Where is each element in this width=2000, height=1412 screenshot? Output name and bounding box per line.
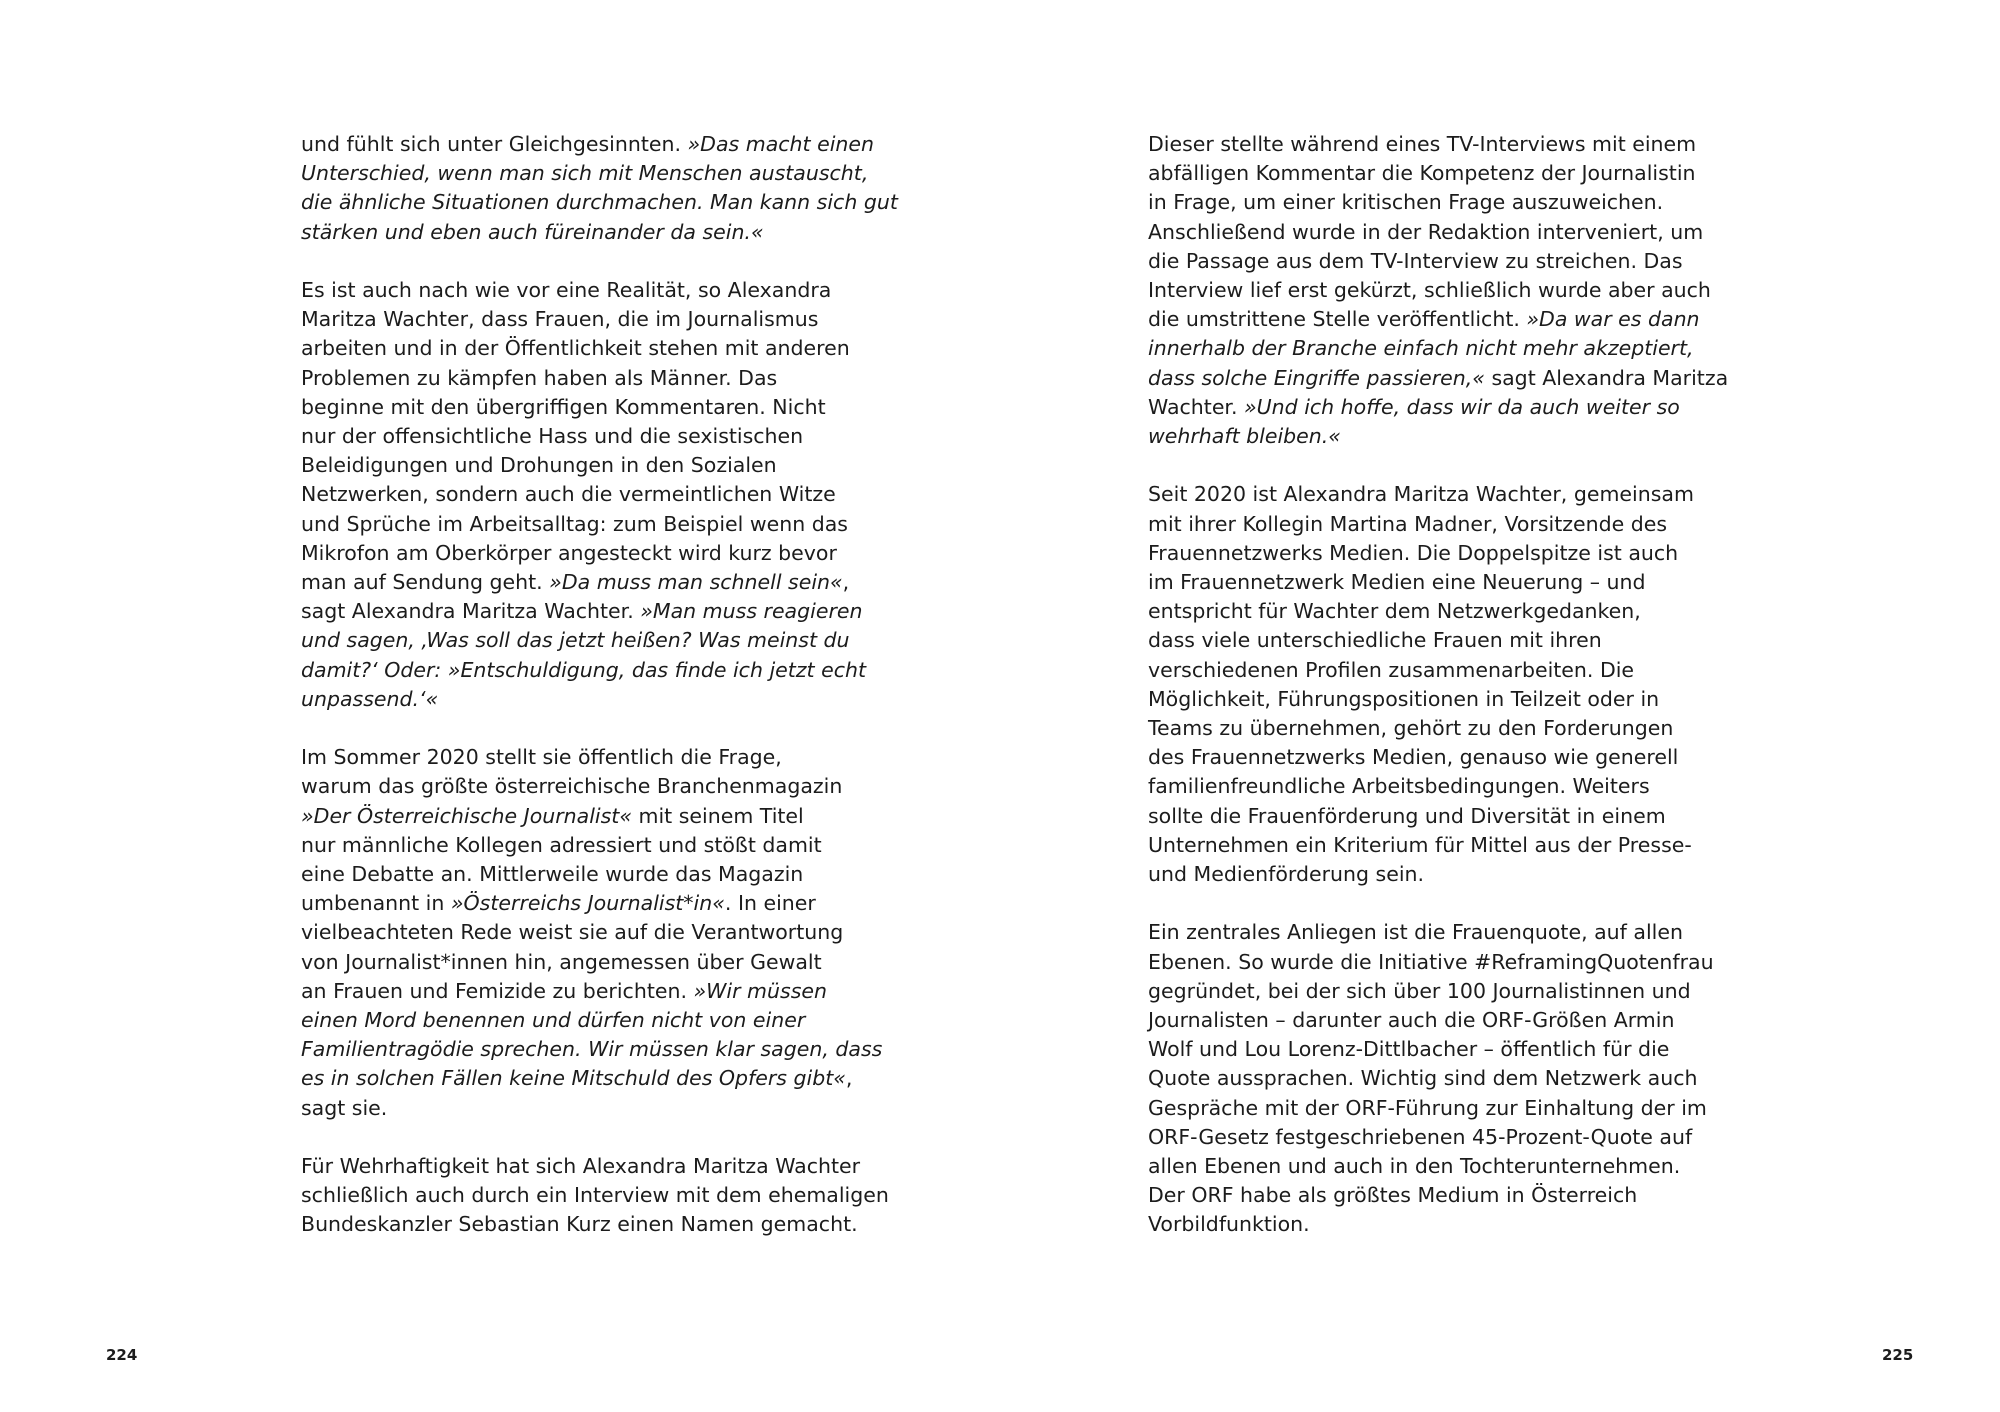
left-page-body [301,130,901,1269]
text-line [1148,860,1748,889]
text-segment: vielbeachteten Rede weist sie auf die Verantwortung [301,920,844,945]
text-segment: sagt Alexandra Maritza Wachter. [301,599,641,624]
text-segment: Ebenen. So wurde die Initiative #ReframingQuotenfrau [1148,949,1714,974]
text-segment: schließlich auch durch ein Interview mit dem ehemaligen [301,1183,889,1208]
text-line [301,1152,901,1181]
text-line [301,626,901,655]
quote-segment: »Der Österreichische Journalist« [301,803,632,828]
text-line [1148,948,1748,977]
text-line [1148,1094,1748,1123]
text-segment: mit ihrer Kollegin Martina Madner, Vorsitzende des [1148,511,1668,536]
text-segment: des Frauennetzwerks Medien, genauso wie generell [1148,745,1679,770]
text-segment: Beleidigungen und Drohungen in den Sozialen [301,453,777,478]
quote-segment: »Wir müssen [693,978,827,1003]
text-line [1148,1006,1748,1035]
text-line [1148,802,1748,831]
text-line [1148,743,1748,772]
text-segment: in Frage, um einer kritischen Frage auszuweichen. [1148,190,1664,215]
text-segment: Journalisten – darunter auch die ORF-Größen Armin [1148,1008,1675,1033]
text-segment: Wolf und Lou Lorenz-Dittlbacher – öffentlich für die [1148,1037,1670,1062]
text-line [1148,393,1748,422]
text-segment: allen Ebenen und auch in den Tochterunternehmen. [1148,1154,1681,1179]
text-segment: eine Debatte an. Mittlerweile wurde das Magazin [301,862,804,887]
paragraph [1148,480,1748,889]
quote-segment: und sagen, ‚Was soll das jetzt heißen? Was meinst du [301,628,850,653]
text-line [301,743,901,772]
text-line [1148,1181,1748,1210]
text-line [1148,480,1748,509]
text-segment: Bundeskanzler Sebastian Kurz einen Namen gemacht. [301,1212,858,1237]
quote-segment: Familientragödie sprechen. Wir müssen klar sagen, dass [301,1037,883,1062]
quote-segment: »Und ich hoffe, dass wir da auch weiter so [1244,394,1680,419]
quote-segment: die ähnliche Situationen durchmachen. Man kann sich gut [301,190,898,215]
text-line [301,1035,901,1064]
text-segment: Möglichkeit, Führungspositionen in Teilzeit oder in [1148,686,1660,711]
text-line [301,188,901,217]
text-line [301,1210,901,1239]
text-line [301,130,901,159]
quote-segment: »Das macht einen [687,132,874,156]
text-line [301,510,901,539]
text-line [1148,626,1748,655]
text-segment: , [842,570,850,595]
page-number-right: 225 [1882,1346,1914,1364]
text-segment: mit seinem Titel [631,803,804,828]
text-segment: verschiedenen Profilen zusammenarbeiten. Die [1148,657,1635,682]
quote-segment: stärken und eben auch füreinander da sein.« [301,219,764,244]
text-line [1148,1123,1748,1152]
text-line [301,685,901,714]
quote-segment: »Man muss reagieren [640,599,863,624]
paragraph [301,130,901,247]
text-line [301,480,901,509]
text-line [1148,772,1748,801]
text-segment: ORF-Gesetz festgeschriebenen 45-Prozent-Quote auf [1148,1124,1693,1149]
text-segment: Problemen zu kämpfen haben als Männer. Das [301,365,778,390]
text-line [1148,130,1748,159]
text-segment: nur männliche Kollegen adressiert und stößt damit [301,832,822,857]
text-segment: und Sprüche im Arbeitsalltag: zum Beispiel wenn das [301,511,848,536]
text-line [1148,1210,1748,1239]
text-segment: Seit 2020 ist Alexandra Maritza Wachter, gemeinsam [1148,482,1694,507]
text-line [301,218,901,247]
text-segment: Es ist auch nach wie vor eine Realität, so Alexandra [301,278,832,302]
text-line [301,159,901,188]
text-line [301,451,901,480]
text-segment: an Frauen und Femizide zu berichten. [301,978,694,1003]
text-segment: die Passage aus dem TV-Interview zu streichen. Das [1148,248,1683,273]
text-line [301,1006,901,1035]
quote-segment: »Österreichs Journalist*in« [450,891,725,916]
paragraph [301,743,901,1123]
text-line [301,305,901,334]
text-line [1148,831,1748,860]
text-line [301,977,901,1006]
text-segment: Der ORF habe als größtes Medium in Österreich [1148,1183,1638,1208]
quote-segment: unpassend.‘« [301,686,439,711]
right-page-body [1148,130,1748,1269]
text-line [301,276,901,305]
text-segment: Gespräche mit der ORF-Führung zur Einhaltung der im [1148,1095,1707,1120]
quote-segment: damit?‘ Oder: »Entschuldigung, das finde ich jetzt echt [301,657,867,682]
text-line [1148,539,1748,568]
page-number-left: 224 [106,1346,138,1364]
text-segment: Mikrofon am Oberkörper angesteckt wird kurz bevor [301,540,837,565]
text-line [1148,656,1748,685]
text-line [1148,714,1748,743]
quote-segment: dass solche Eingriffe passieren,« [1148,365,1485,390]
text-segment: Vorbildfunktion. [1148,1212,1310,1237]
text-segment: familienfreundliche Arbeitsbedingungen. Weiters [1148,774,1650,799]
text-segment: Interview lief erst gekürzt, schließlich wurde aber auch [1148,278,1711,303]
text-line [1148,1035,1748,1064]
text-segment: Dieser stellte während eines TV-Interviews mit einem [1148,132,1697,156]
text-segment: Unternehmen ein Kriterium für Mittel aus der Presse- [1148,832,1692,857]
text-segment: Wachter. [1148,394,1245,419]
text-line [301,831,901,860]
quote-segment: es in solchen Fällen keine Mitschuld des Opfers gibt« [301,1066,846,1091]
text-line [301,568,901,597]
text-line [1148,510,1748,539]
text-line [301,1064,901,1093]
text-line [1148,977,1748,1006]
text-segment: Für Wehrhaftigkeit hat sich Alexandra Maritza Wachter [301,1154,861,1179]
text-segment: dass viele unterschiedliche Frauen mit ihren [1148,628,1602,653]
text-segment: man auf Sendung geht. [301,570,550,595]
text-line [301,918,901,947]
quote-segment: einen Mord benennen und dürfen nicht von einer [301,1008,806,1033]
text-line [1148,247,1748,276]
text-line [1148,1152,1748,1181]
text-line [301,334,901,363]
text-line [1148,305,1748,334]
text-line [1148,364,1748,393]
text-line [301,364,901,393]
text-line [1148,422,1748,451]
text-segment: sollte die Frauenförderung und Diversität in einem [1148,803,1666,828]
text-line [1148,1064,1748,1093]
text-segment: sagt sie. [301,1095,388,1120]
paragraph [1148,918,1748,1239]
text-line [301,860,901,889]
text-line [301,948,901,977]
text-segment: Im Sommer 2020 stellt sie öffentlich die Frage, [301,745,782,770]
text-line [1148,597,1748,626]
text-segment: die umstrittene Stelle veröffentlicht. [1148,307,1527,332]
text-line [301,539,901,568]
text-line [301,1094,901,1123]
text-segment: Ein zentrales Anliegen ist die Frauenquote, auf allen [1148,920,1683,945]
text-segment: , [845,1066,853,1091]
text-line [301,597,901,626]
text-segment: Anschließend wurde in der Redaktion interveniert, um [1148,219,1704,244]
text-segment: abfälligen Kommentar die Kompetenz der Journalistin [1148,161,1696,186]
text-line [1148,685,1748,714]
quote-segment: wehrhaft bleiben.« [1148,424,1341,449]
text-segment: arbeiten und in der Öffentlichkeit stehen mit anderen [301,336,850,361]
text-segment: beginne mit den übergriffigen Kommentaren. Nicht [301,394,826,419]
text-segment: Teams zu übernehmen, gehört zu den Forderungen [1148,716,1674,741]
text-segment: Maritza Wachter, dass Frauen, die im Journalismus [301,307,819,332]
text-line [1148,568,1748,597]
text-segment: Netzwerken, sondern auch die vermeintlichen Witze [301,482,836,507]
paragraph [301,1152,901,1240]
paragraph [1148,130,1748,451]
text-line [1148,918,1748,947]
quote-segment: Unterschied, wenn man sich mit Menschen austauscht, [301,161,869,186]
text-segment: sagt Alexandra Maritza [1484,365,1729,390]
text-segment: und Medienförderung sein. [1148,862,1425,887]
text-line [301,422,901,451]
text-segment: gegründet, bei der sich über 100 Journalistinnen und [1148,978,1691,1003]
text-line [301,889,901,918]
text-segment: Quote aussprachen. Wichtig sind dem Netzwerk auch [1148,1066,1698,1091]
text-segment: nur der offensichtliche Hass und die sexistischen [301,424,804,449]
text-segment: Frauennetzwerks Medien. Die Doppelspitze ist auch [1148,540,1679,565]
text-segment: im Frauennetzwerk Medien eine Neuerung – und [1148,570,1646,595]
text-line [1148,334,1748,363]
quote-segment: innerhalb der Branche einfach nicht mehr akzeptiert, [1148,336,1694,361]
text-segment: und fühlt sich unter Gleichgesinnten. [301,132,688,156]
paragraph [301,276,901,714]
text-line [1148,188,1748,217]
text-segment: entspricht für Wachter dem Netzwerkgedanken, [1148,599,1641,624]
text-segment: warum das größte österreichische Branchenmagazin [301,774,843,799]
quote-segment: »Da war es dann [1526,307,1700,332]
text-segment: . In einer [724,891,816,916]
text-segment: von Journalist*innen hin, angemessen über Gewalt [301,949,822,974]
text-line [301,772,901,801]
quote-segment: »Da muss man schnell sein« [549,570,843,595]
text-line [301,393,901,422]
text-segment: umbenannt in [301,891,451,916]
text-line [301,802,901,831]
text-line [1148,276,1748,305]
text-line [1148,218,1748,247]
text-line [301,656,901,685]
text-line [301,1181,901,1210]
text-line [1148,159,1748,188]
